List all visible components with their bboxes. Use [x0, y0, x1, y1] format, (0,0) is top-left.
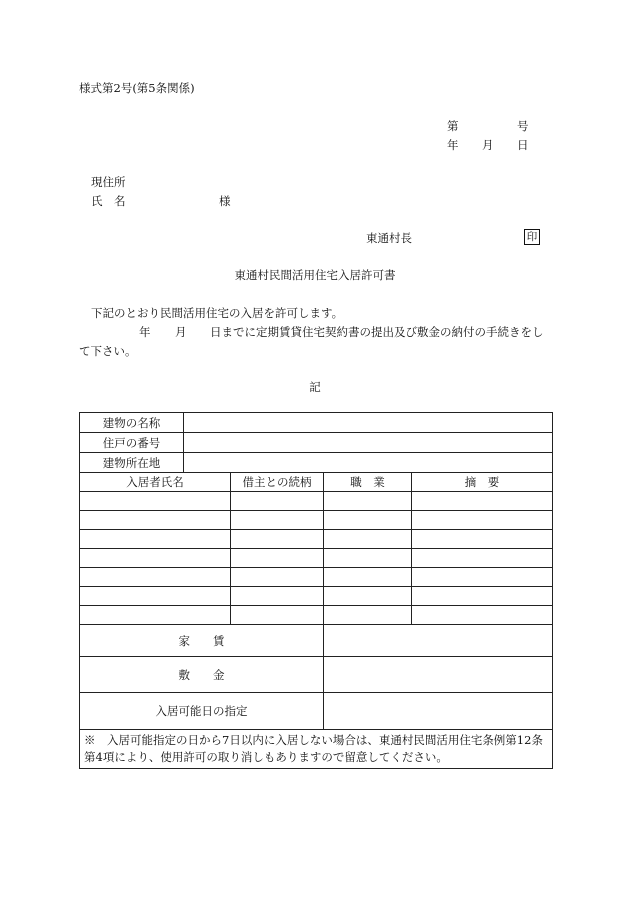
- notice-text: ※ 入居可能指定の日から7日以内に入居しない場合は、東通村民間活用住宅条例第12条第4項により、使用許可の取り消しもありますので留意してください。: [80, 730, 553, 769]
- rent-label: 家 賃: [80, 625, 324, 657]
- resident-row: [80, 568, 553, 587]
- header-relationship: 借主との続柄: [231, 473, 324, 492]
- body-year: 年: [139, 325, 151, 339]
- date-day: 日: [517, 138, 529, 152]
- body-line-2: 日までに定期賃貸住宅契約書の提出及び敷金の納付の手続きをし: [210, 325, 544, 339]
- rent-value[interactable]: [324, 625, 553, 657]
- relationship-cell[interactable]: [231, 549, 324, 568]
- doc-number-suffix: 号: [517, 119, 529, 133]
- building-name-label: 建物の名称: [80, 413, 184, 433]
- seal-mark: 印: [524, 229, 540, 245]
- occupation-cell[interactable]: [324, 511, 412, 530]
- resident-row: [80, 511, 553, 530]
- remarks-cell[interactable]: [412, 568, 553, 587]
- building-name-value[interactable]: [184, 413, 553, 433]
- unit-number-value[interactable]: [184, 433, 553, 453]
- occupation-cell[interactable]: [324, 587, 412, 606]
- resident-row: [80, 587, 553, 606]
- body-line-3: て下さい。: [79, 344, 137, 358]
- move-in-date-value[interactable]: [324, 693, 553, 730]
- relationship-cell[interactable]: [231, 530, 324, 549]
- relationship-cell[interactable]: [231, 511, 324, 530]
- deposit-value[interactable]: [324, 657, 553, 693]
- doc-number-prefix: 第: [447, 119, 459, 133]
- relationship-cell[interactable]: [231, 492, 324, 511]
- honorific: 様: [219, 194, 231, 208]
- resident-name-cell[interactable]: [80, 511, 231, 530]
- resident-row: [80, 530, 553, 549]
- occupation-cell[interactable]: [324, 549, 412, 568]
- date-year: 年: [447, 138, 459, 152]
- resident-name-cell[interactable]: [80, 606, 231, 625]
- resident-name-cell[interactable]: [80, 492, 231, 511]
- ki-marker: 記: [309, 380, 321, 394]
- remarks-cell[interactable]: [412, 511, 553, 530]
- resident-name-cell[interactable]: [80, 530, 231, 549]
- occupation-cell[interactable]: [324, 568, 412, 587]
- header-remarks: 摘 要: [412, 473, 553, 492]
- remarks-cell[interactable]: [412, 530, 553, 549]
- application-table: [79, 412, 553, 769]
- occupation-cell[interactable]: [324, 530, 412, 549]
- relationship-cell[interactable]: [231, 587, 324, 606]
- remarks-cell[interactable]: [412, 492, 553, 511]
- date-month: 月: [482, 138, 494, 152]
- relationship-cell[interactable]: [231, 606, 324, 625]
- relationship-cell[interactable]: [231, 568, 324, 587]
- remarks-cell[interactable]: [412, 549, 553, 568]
- name-label: 氏 名: [91, 194, 126, 208]
- resident-row: [80, 549, 553, 568]
- resident-name-cell[interactable]: [80, 549, 231, 568]
- occupation-cell[interactable]: [324, 492, 412, 511]
- document-title: 東通村民間活用住宅入居許可書: [234, 268, 396, 282]
- remarks-cell[interactable]: [412, 606, 553, 625]
- body-line-1: 下記のとおり民間活用住宅の入居を許可します。: [91, 306, 344, 320]
- resident-name-cell[interactable]: [80, 587, 231, 606]
- resident-name-cell[interactable]: [80, 568, 231, 587]
- building-location-value[interactable]: [184, 453, 553, 473]
- resident-row: [80, 492, 553, 511]
- header-resident-name: 入居者氏名: [80, 473, 231, 492]
- body-month: 月: [175, 325, 187, 339]
- deposit-label: 敷 金: [80, 657, 324, 693]
- move-in-date-label: 入居可能日の指定: [80, 693, 324, 730]
- header-occupation: 職 業: [324, 473, 412, 492]
- resident-row: [80, 606, 553, 625]
- issuer-title: 東通村長: [366, 231, 412, 245]
- form-number: 様式第2号(第5条関係): [79, 81, 195, 95]
- building-location-label: 建物所在地: [80, 453, 184, 473]
- remarks-cell[interactable]: [412, 587, 553, 606]
- address-label: 現住所: [91, 175, 126, 189]
- occupation-cell[interactable]: [324, 606, 412, 625]
- unit-number-label: 住戸の番号: [80, 433, 184, 453]
